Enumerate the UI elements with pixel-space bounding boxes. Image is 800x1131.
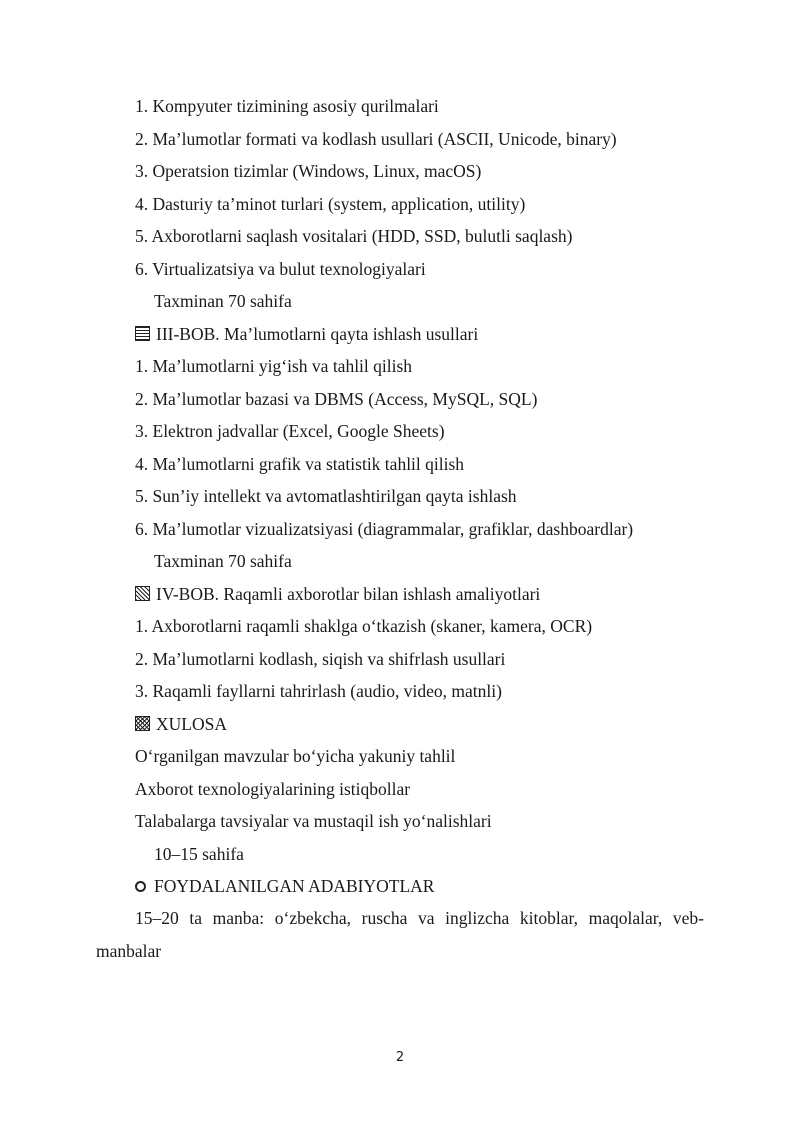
references-heading bbox=[135, 874, 434, 898]
page-estimate: 10–15 sahifa bbox=[154, 843, 244, 864]
list-item: 3. Elektron jadvallar (Excel, Google Sheets) bbox=[135, 421, 445, 441]
list-item: Axborot texnologiyalarining istiqbollar bbox=[135, 778, 411, 799]
page-estimate: Taxminan 70 sahifa bbox=[154, 291, 292, 311]
list-item: 2. Ma’lumotlar bazasi va DBMS (Access, MySQL, SQL) bbox=[135, 388, 538, 409]
list-item: 4. Dasturiy ta’minot turlari (system, application, utility) bbox=[135, 193, 526, 214]
page-estimate: Taxminan 70 sahifa bbox=[154, 551, 292, 571]
chapter-title: III-BOB. Ma’lumotlarni qayta ishlash usullari bbox=[156, 323, 479, 344]
list-item: Talabalarga tavsiyalar va mustaqil ish yo‘nalishlari bbox=[135, 811, 492, 831]
list-item: 2. Ma’lumotlarni kodlash, siqish va shifrlash usullari bbox=[135, 648, 506, 669]
diagonal-hatched-square-icon bbox=[135, 586, 150, 601]
conclusion-heading bbox=[135, 712, 227, 736]
references-title: FOYDALANILGAN ADABIYOTLAR bbox=[154, 876, 435, 896]
list-item: 6. Virtualizatsiya va bulut texnologiyalari bbox=[135, 258, 426, 279]
references-paragraph: 15–20 ta manba: o‘zbekcha, ruscha va inglizcha kitoblar, maqolalar, veb-manbalar bbox=[96, 908, 704, 961]
cross-hatched-square-icon bbox=[135, 716, 150, 731]
list-item: 5. Axborotlarni saqlash vositalari (HDD, SSD, bulutli saqlash) bbox=[135, 226, 573, 246]
list-item: O‘rganilgan mavzular bo‘yicha yakuniy tahlil bbox=[135, 746, 456, 766]
horizontal-hatched-square-icon bbox=[135, 326, 150, 341]
list-item: 1. Axborotlarni raqamli shaklga o‘tkazish (skaner, kamera, OCR) bbox=[135, 616, 593, 636]
page-number: 2 bbox=[395, 1050, 405, 1065]
list-item: 5. Sun’iy intellekt va avtomatlashtirilgan qayta ishlash bbox=[135, 486, 517, 506]
list-item: 2. Ma’lumotlar formati va kodlash usullari (ASCII, Unicode, binary) bbox=[135, 128, 617, 149]
chapter-title: IV-BOB. Raqamli axborotlar bilan ishlash amaliyotlari bbox=[156, 583, 541, 604]
list-item: 3. Operatsion tizimlar (Windows, Linux, macOS) bbox=[135, 161, 482, 181]
list-item: 1. Ma’lumotlarni yig‘ish va tahlil qilish bbox=[135, 356, 413, 376]
list-item: 4. Ma’lumotlarni grafik va statistik tahlil qilish bbox=[135, 453, 465, 474]
chapter-heading-3 bbox=[135, 322, 478, 346]
list-item: 6. Ma’lumotlar vizualizatsiyasi (diagrammalar, grafiklar, dashboardlar) bbox=[135, 518, 634, 539]
chapter-heading-4 bbox=[135, 582, 540, 606]
circle-bullet-icon bbox=[135, 881, 146, 892]
conclusion-title: XULOSA bbox=[156, 713, 227, 734]
list-item: 1. Kompyuter tizimining asosiy qurilmalari bbox=[135, 96, 439, 116]
list-item: 3. Raqamli fayllarni tahrirlash (audio, video, matnli) bbox=[135, 681, 502, 701]
